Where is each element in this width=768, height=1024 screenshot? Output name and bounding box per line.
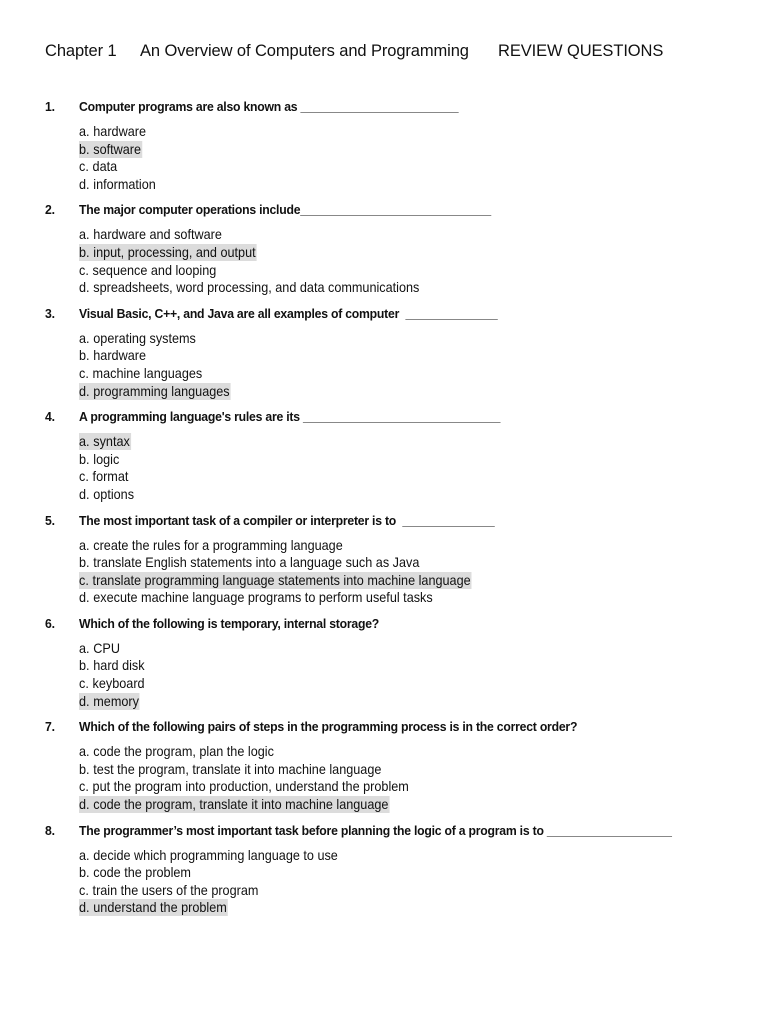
option-body <box>79 123 147 140</box>
option-letter: d. <box>79 486 90 502</box>
option-body <box>79 347 147 364</box>
question-spacer <box>45 607 745 614</box>
answer-option <box>79 347 698 365</box>
option-letter: a. <box>79 434 90 450</box>
answer-options <box>79 123 745 193</box>
option-body <box>79 864 192 881</box>
option-body <box>79 537 344 554</box>
question-number: 3. <box>45 305 55 321</box>
question-number: 7. <box>45 719 55 735</box>
option-body <box>79 882 259 899</box>
chapter-label: Chapter 1 <box>45 42 117 60</box>
option-text: sequence and looping <box>92 262 217 278</box>
option-letter: a. <box>79 640 90 656</box>
answer-option-highlighted <box>79 433 698 451</box>
option-letter: d. <box>79 383 90 399</box>
question-spacer <box>45 193 745 200</box>
option-text: translate English statements into a language such as Java <box>93 555 420 571</box>
question-text: A programming language's rules are its ______________________________ <box>79 409 501 425</box>
option-text: software <box>93 141 142 157</box>
option-body <box>79 675 145 692</box>
answer-option <box>79 226 698 244</box>
option-body <box>79 572 472 589</box>
option-body <box>79 262 217 279</box>
option-body <box>79 141 142 158</box>
option-body <box>79 158 118 175</box>
option-text: CPU <box>93 640 120 656</box>
question-text: The programmer’s most important task before planning the logic of a program is to ___________________ <box>79 822 672 838</box>
option-letter: a. <box>79 847 90 863</box>
option-letter: a. <box>79 227 90 243</box>
answer-option-highlighted <box>79 244 698 262</box>
answer-option-highlighted <box>79 796 698 814</box>
question-2 <box>45 200 745 303</box>
option-text: execute machine language programs to perform useful tasks <box>93 590 433 606</box>
option-body <box>79 433 131 450</box>
answer-option <box>79 451 698 469</box>
option-text: understand the problem <box>93 900 227 916</box>
option-text: format <box>92 469 129 485</box>
answer-options <box>79 330 745 400</box>
option-letter: b. <box>79 865 90 881</box>
question-stem <box>45 407 689 427</box>
option-text: syntax <box>93 434 130 450</box>
answer-option <box>79 158 698 176</box>
option-body <box>79 279 420 296</box>
answer-option <box>79 657 698 675</box>
question-text: Visual Basic, C++, and Java are all examples of computer ______________ <box>79 305 498 321</box>
option-text: hardware and software <box>93 227 222 243</box>
answer-option <box>79 537 698 555</box>
option-text: train the users of the program <box>92 882 259 898</box>
option-text: code the problem <box>93 865 191 881</box>
option-letter: b. <box>79 761 90 777</box>
option-text: hardware <box>93 124 146 139</box>
option-letter: a. <box>79 124 90 139</box>
option-text: options <box>93 486 135 502</box>
option-letter: b. <box>79 244 90 260</box>
option-body <box>79 761 382 778</box>
question-spacer <box>45 814 745 821</box>
answer-option-highlighted <box>79 693 698 711</box>
question-text: The major computer operations include_____________________________ <box>79 202 491 218</box>
answer-option <box>79 330 698 348</box>
option-body <box>79 796 389 813</box>
option-text: code the program, plan the logic <box>93 744 274 760</box>
question-text: Computer programs are also known as ________________________ <box>79 99 459 114</box>
option-letter: b. <box>79 141 90 157</box>
question-number: 6. <box>45 615 55 631</box>
answer-options <box>79 640 745 710</box>
question-stem <box>45 717 689 737</box>
option-body <box>79 226 223 243</box>
option-letter: c. <box>79 365 89 381</box>
option-letter: a. <box>79 744 90 760</box>
question-text: Which of the following pairs of steps in the programming process is in the correct order? <box>79 719 578 735</box>
option-body <box>79 176 157 193</box>
answer-option <box>79 176 698 194</box>
answer-option <box>79 554 698 572</box>
question-stem <box>45 511 689 531</box>
question-6 <box>45 614 745 717</box>
question-number: 4. <box>45 409 55 425</box>
chapter-title: An Overview of Computers and Programming <box>140 42 469 60</box>
question-text: Which of the following is temporary, internal storage? <box>79 615 380 631</box>
answer-options <box>79 537 745 607</box>
option-text: code the program, translate it into machine language <box>93 797 389 813</box>
option-body <box>79 244 257 261</box>
answer-option <box>79 675 698 693</box>
page-header <box>45 42 663 61</box>
answer-option-highlighted <box>79 383 698 401</box>
question-number: 8. <box>45 822 55 838</box>
question-5 <box>45 511 745 614</box>
question-stem <box>45 304 689 324</box>
option-body <box>79 330 197 347</box>
option-text: information <box>93 176 156 192</box>
option-letter: c. <box>79 882 89 898</box>
option-body <box>79 657 146 674</box>
answer-option <box>79 882 698 900</box>
option-text: input, processing, and output <box>93 244 256 260</box>
option-letter: d. <box>79 900 90 916</box>
option-text: decide which programming language to use <box>93 847 338 863</box>
option-letter: d. <box>79 797 90 813</box>
option-text: operating systems <box>93 330 196 346</box>
answer-options <box>79 743 745 813</box>
question-number: 5. <box>45 512 55 528</box>
option-letter: b. <box>79 348 90 364</box>
option-body <box>79 554 420 571</box>
option-letter: b. <box>79 451 90 467</box>
option-letter: d. <box>79 590 90 606</box>
option-text: machine languages <box>92 365 203 381</box>
answer-option <box>79 486 698 504</box>
question-8 <box>45 821 745 924</box>
answer-option <box>79 743 698 761</box>
question-number: 2. <box>45 202 55 218</box>
option-body <box>79 383 231 400</box>
question-number: 1. <box>45 99 55 114</box>
answer-option <box>79 468 698 486</box>
option-letter: b. <box>79 555 90 571</box>
option-text: programming languages <box>93 383 230 399</box>
option-letter: d. <box>79 693 90 709</box>
option-text: spreadsheets, word processing, and data communications <box>93 280 420 296</box>
question-stem <box>45 97 689 117</box>
question-spacer <box>45 917 745 924</box>
answer-option-highlighted <box>79 141 698 159</box>
answer-options <box>79 433 745 503</box>
option-letter: d. <box>79 280 90 296</box>
option-body <box>79 451 120 468</box>
question-7 <box>45 717 745 820</box>
option-text: memory <box>93 693 139 709</box>
option-letter: c. <box>79 676 89 692</box>
option-body <box>79 486 135 503</box>
option-letter: c. <box>79 572 89 588</box>
option-text: logic <box>93 451 120 467</box>
option-text: put the program into production, understand the problem <box>92 779 409 795</box>
question-stem <box>45 200 689 220</box>
question-stem <box>45 614 689 634</box>
option-body <box>79 365 203 382</box>
answer-option <box>79 365 698 383</box>
question-spacer <box>45 400 745 407</box>
option-text: data <box>92 159 118 175</box>
option-text: test the program, translate it into machine language <box>93 761 382 777</box>
option-body <box>79 778 410 795</box>
answer-option <box>79 262 698 280</box>
option-letter: c. <box>79 262 89 278</box>
question-spacer <box>45 710 745 717</box>
question-spacer <box>45 504 745 511</box>
answer-option <box>79 279 698 297</box>
option-letter: c. <box>79 779 89 795</box>
answer-option <box>79 589 698 607</box>
answer-option-highlighted <box>79 572 698 590</box>
question-4 <box>45 407 745 510</box>
question-spacer <box>45 297 745 304</box>
option-text: hardware <box>93 348 146 364</box>
answer-option <box>79 123 698 141</box>
answer-option <box>79 847 698 865</box>
answer-options <box>79 847 745 917</box>
option-body <box>79 693 140 710</box>
option-body <box>79 899 228 916</box>
question-stem <box>45 821 689 841</box>
option-body <box>79 468 129 485</box>
answer-option <box>79 761 698 779</box>
question-3 <box>45 304 745 407</box>
option-letter: a. <box>79 537 90 553</box>
option-letter: c. <box>79 469 89 485</box>
question-1 <box>45 97 745 200</box>
option-letter: a. <box>79 330 90 346</box>
question-text: The most important task of a compiler or interpreter is to ______________ <box>79 512 495 528</box>
answer-options <box>79 226 745 296</box>
option-text: create the rules for a programming language <box>93 537 343 553</box>
option-text: keyboard <box>92 676 145 692</box>
question-list <box>45 97 745 924</box>
option-letter: d. <box>79 176 90 192</box>
answer-option-highlighted <box>79 899 698 917</box>
option-text: translate programming language statements into machine language <box>92 572 471 588</box>
answer-option <box>79 778 698 796</box>
option-text: hard disk <box>93 658 145 674</box>
option-body <box>79 640 121 657</box>
option-letter: b. <box>79 658 90 674</box>
section-label: REVIEW QUESTIONS <box>498 42 664 60</box>
answer-option <box>79 640 698 658</box>
option-letter: c. <box>79 159 89 175</box>
option-body <box>79 743 275 760</box>
answer-option <box>79 864 698 882</box>
option-body <box>79 589 434 606</box>
option-body <box>79 847 339 864</box>
